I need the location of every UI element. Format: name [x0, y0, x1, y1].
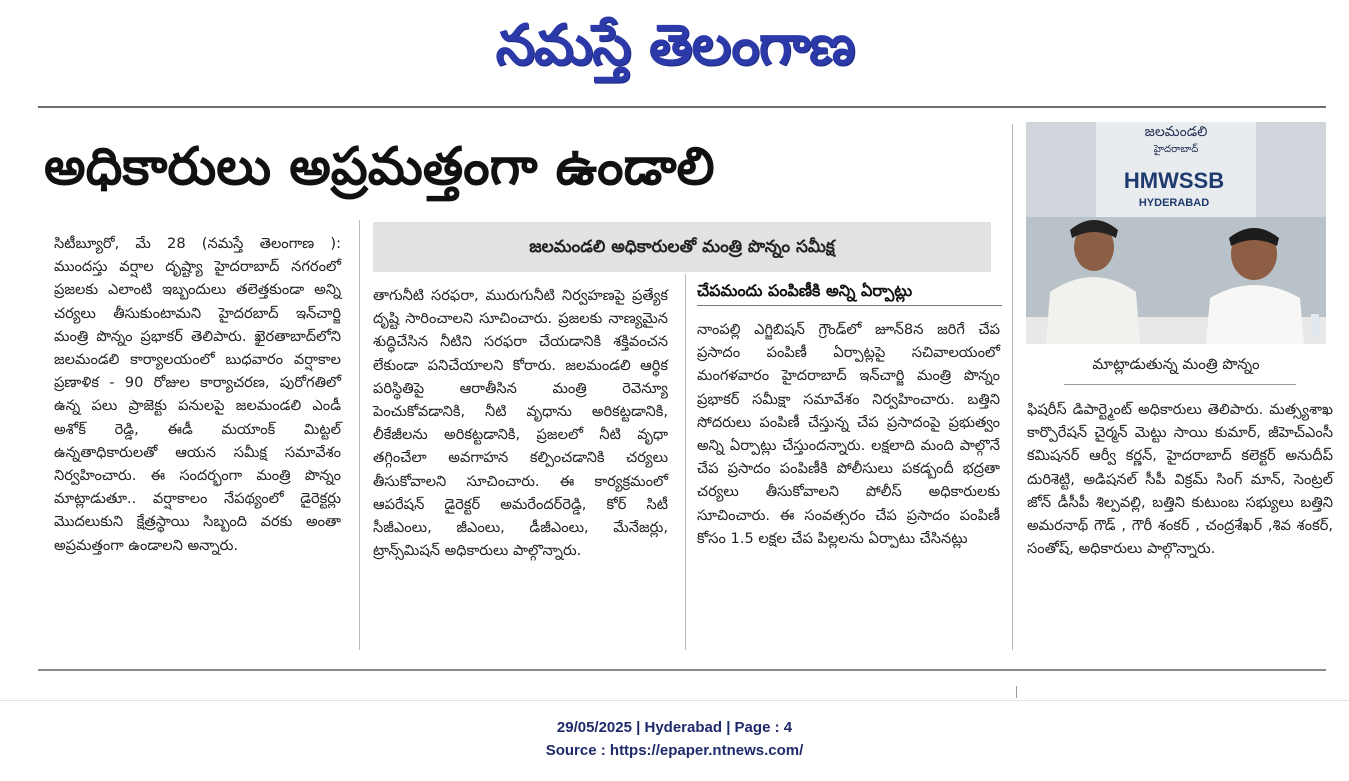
person-left-body [1046, 277, 1140, 344]
article-column-2 [373, 284, 668, 644]
side-story-heading: చేపమందు పంపిణీకి అన్ని ఏర్పాట్లు [697, 276, 1002, 306]
column-divider [359, 220, 360, 650]
photo-banner-city: HYDERABAD [1138, 197, 1210, 209]
photo-banner-city-telugu: హైదరాబాద్ [1153, 144, 1199, 155]
footer-date-page: 29/05/2025 | Hyderabad | Page : 4 [556, 719, 793, 736]
person-right-body [1206, 285, 1304, 344]
article-subheadline: జలమండలి అధికారులతో మంత్రి పొన్నం సమీక్ష [373, 222, 991, 272]
article-column-4 [1027, 398, 1333, 648]
column-4-text: ఫిషరీస్ డిపార్ట్మెంట్ అధికారులు తెలిపారు. మత్స్యశాఖ కార్పొరేషన్ చైర్మన్ మెట్టు సాయి కుమార్, జీహెచ్ఎంసీ కమిషనర్ ఆర్వీ కర్ణన్, హైదరాబాద్ కలెక్టర్ అనుదీప్ దురిశెట్టి, అడిషనల్ సీపీ విక్రమ్ సింగ్ మాన్, సెంట్రల్ జోన్ డీసీపీ శిల్పవల్లి, బత్తిని కుటుంబ సభ్యులు బత్తిని అమరనాథ్ గౌడ్ , గౌరీ శంకర్ , చంద్రశేఖర్ ,శివ శంకర్, సంతోష్, అధికారులు పాల్గొన్నారు. [1027, 401, 1333, 558]
fold-mark [1016, 686, 1017, 698]
photo-banner-org: HMWSSB [1123, 168, 1225, 193]
photo-illustration [1026, 122, 1326, 344]
page-edge-rule [0, 700, 1349, 701]
photo-banner-telugu: జలమండలి [1144, 124, 1208, 140]
column-1-text: సిటీబ్యూరో, మే 28 (నమస్తే తెలంగాణ ): ముందస్తు వర్షాల దృష్ట్యా హైదరాబాద్ నగరంలో ప్రజలకు ఎలాంటి ఇబ్బందులు తలెత్తకుండా అన్ని చర్యలు తీసుకుంటామని హైదరబాద్ ఇన్‌చార్జి మంత్రి పొన్నం ప్రభాకర్ తెలిపారు. ఖైరతాబాద్‌లోని జలమండలి కార్యాలయంలో బుధవారం వర్షాకాల ప్రణాళిక - 90 రోజుల కార్యాచరణ, పురోగతిలో ఉన్న పలు ప్రాజెక్టు పనులపై జలమండలి ఎండీ అశోక్ రెడ్డి, ఈడీ మయాంక్ మిట్టల్ ఉన్నతాధికారులతో ఆయన సమీక్ష సమావేశం నిర్వహించారు. ఈ సందర్భంగా మంత్రి పొన్నం మాట్లాడుతూ.. వర్షాకాలం నేపథ్యంలో డైరెక్టర్లు మొదలుకుని క్షేత్రస్థాయి సిబ్బంది వరకు అంతా అప్రమత్తంగా ఉండాలని అన్నారు. [54, 235, 341, 554]
footer-source: Source : https://epaper.ntnews.com/ [545, 742, 804, 759]
news-photo [1026, 122, 1326, 344]
column-3-text: నాంపల్లి ఎగ్జిబిషన్ గ్రౌండ్‌లో జూన్8న జరిగే చేప ప్రసాదం పంపిణీ ఏర్పాట్లపై సచివాలయంలో మంగళవారం హైదరాబాద్ ఇన్‌చార్జి మంత్రి పొన్నం ప్రభాకర్ సమీక్షా సమావేశం నిర్వహించారు. బత్తిని సోదరులు పంపిణీ చేస్తున్న చేప ప్రసాదంపై ప్రభుత్వం అన్ని ఏర్పాట్లు చేస్తుందన్నారు. లక్షలాది మంది పాల్గొనే చేప ప్రసాదం పంపిణీకి పోలీసులు పకడ్బందీ భద్రతా చర్యలు తీసుకోవాలని పోలీస్ అధికారులకు సూచించారు. ఈ సంవత్సరం చేప ప్రసాదం పంపిణీ కోసం 1.5 లక్షల చేప పిల్లలను ఏర్పాటు చేసినట్లు [697, 321, 1000, 547]
photo-caption: మాట్లాడుతున్న మంత్రి పొన్నం [1092, 355, 1260, 373]
newspaper-logo: నమస్తే తెలంగాణ [495, 13, 855, 78]
water-bottle [1311, 314, 1319, 336]
top-rule [38, 106, 1326, 108]
column-divider [685, 274, 686, 650]
article-column-1 [54, 232, 341, 644]
article-column-3 [697, 318, 1000, 648]
bottom-rule [38, 669, 1326, 671]
masthead [0, 0, 1349, 100]
article-headline: అధికారులు అప్రమత్తంగా ఉండాలి [44, 137, 715, 197]
column-divider [1012, 124, 1013, 650]
caption-rule [1064, 384, 1296, 385]
column-2-text: తాగునీటి సరఫరా, మురుగునీటి నిర్వహణపై ప్రత్యేక దృష్టి సారించాలని సూచించారు. ప్రజలకు నాణ్యమైన శుద్ధిచేసిన నీటిని సరఫరా చేయడానికి శక్తివంచన లేకుండా పనిచేయాలని కోరారు. జలమండలి ఆర్థిక పరిస్థితిపై ఆరాతీసిన మంత్రి రెవెన్యూ పెంచుకోవడానికి, నీటి వృధాను అరికట్టడానికి, లీకేజీలను అరికట్టడానికి, ప్రజలలో నీటి వృధా తగ్గించేలా అవగాహన కల్పించడానికి చర్యలు తీసుకోవాలని సూచించారు. ఈ కార్యక్రమంలో ఆపరేషన్ డైరెక్టర్ అమరేందర్‌రెడ్డి, కోర్ సిటీ సీజీఎంలు, జీఎంలు, డీజీఎంలు, మేనేజర్లు, ట్రాన్స్‌మిషన్ అధికారులు పాల్గొన్నారు. [373, 287, 668, 560]
